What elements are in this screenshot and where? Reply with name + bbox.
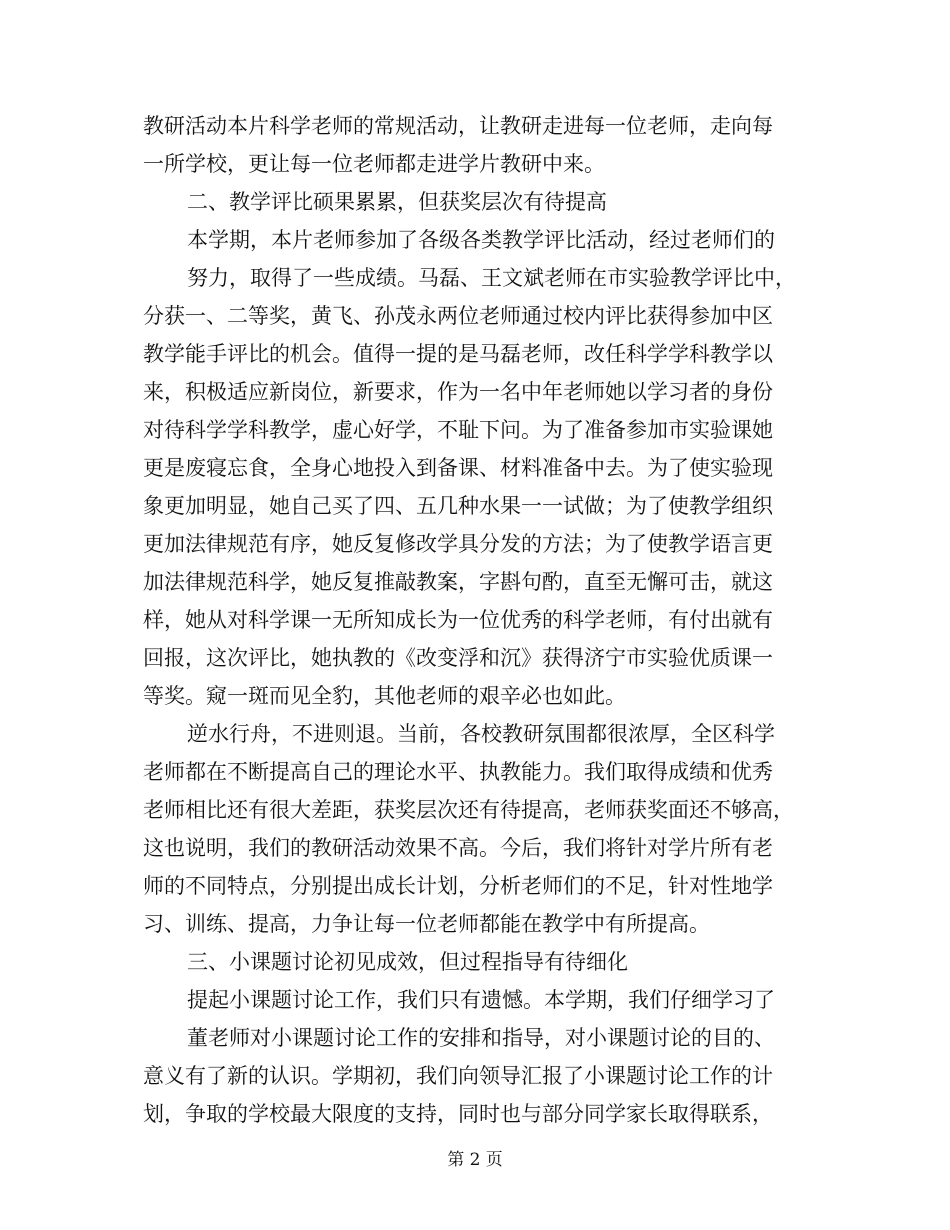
text-line	[0, 1057, 950, 1095]
line-text: 本学期，本片老师参加了各级各类教学评比活动，经过老师们的	[187, 228, 775, 252]
line-text: 一所学校，更让每一位老师都走进学片教研中来。	[143, 152, 605, 176]
text-line	[0, 1019, 950, 1057]
text-line	[0, 259, 950, 297]
line-text: 对待科学学科教学，虚心好学，不耻下问。为了准备参加市实验课她	[143, 418, 773, 442]
line-text: 教研活动本片科学老师的常规活动，让教研走进每一位老师，走向每	[143, 114, 773, 138]
line-text: 董老师对小课题讨论工作的安排和指导，对小课题讨论的目的、	[187, 1026, 775, 1050]
line-text: 样，她从对科学课一无所知成长为一位优秀的科学老师，有付出就有	[143, 608, 773, 632]
text-line	[0, 335, 950, 373]
text-line	[0, 677, 950, 715]
text-line	[0, 905, 950, 943]
text-line	[0, 373, 950, 411]
line-text: 更加法律规范有序，她反复修改学具分发的方法；为了使教学语言更	[143, 532, 773, 556]
line-text: 努力，取得了一些成绩。马磊、王文斌老师在市实验教学评比中，	[187, 266, 796, 290]
section-heading	[0, 183, 950, 221]
line-text: 回报，这次评比，她执教的《改变浮和沉》获得济宁市实验优质课一	[143, 646, 773, 670]
text-line	[0, 829, 950, 867]
line-text: 更是废寝忘食，全身心地投入到备课、材料准备中去。为了使实验现	[143, 456, 773, 480]
text-line	[0, 753, 950, 791]
line-text: 来，积极适应新岗位，新要求，作为一名中年老师她以学习者的身份	[143, 380, 773, 404]
text-line	[0, 525, 950, 563]
text-line	[0, 639, 950, 677]
line-text: 师的不同特点，分别提出成长计划，分析老师们的不足，针对性地学	[143, 874, 773, 898]
section-heading-text: 二、教学评比硕果累累，但获奖层次有待提高	[187, 190, 607, 214]
text-line	[0, 601, 950, 639]
text-line	[0, 145, 950, 183]
section-heading	[0, 943, 950, 981]
text-line	[0, 1095, 950, 1133]
text-line	[0, 487, 950, 525]
line-text: 逆水行舟，不进则退。当前，各校教研氛围都很浓厚，全区科学	[187, 722, 775, 746]
line-text: 这也说明，我们的教研活动效果不高。今后，我们将针对学片所有老	[143, 836, 773, 860]
text-line	[0, 867, 950, 905]
line-text: 老师相比还有很大差距，获奖层次还有待提高，老师获奖面还不够高，	[143, 798, 794, 822]
line-text: 习、训练、提高，力争让每一位老师都能在教学中有所提高。	[143, 912, 710, 936]
text-line	[0, 107, 950, 145]
line-text: 划，争取的学校最大限度的支持，同时也与部分同学家长取得联系，	[143, 1102, 773, 1126]
page-number: 第 2 页	[447, 1150, 503, 1170]
text-line	[0, 981, 950, 1019]
line-text: 加法律规范科学，她反复推敲教案，字斟句酌，直至无懈可击，就这	[143, 570, 773, 594]
line-text: 老师都在不断提高自己的理论水平、执教能力。我们取得成绩和优秀	[143, 760, 773, 784]
section-heading-text: 三、小课题讨论初见成效，但过程指导有待细化	[187, 950, 628, 974]
text-line	[0, 411, 950, 449]
text-line	[0, 715, 950, 753]
text-line	[0, 221, 950, 259]
text-line	[0, 563, 950, 601]
line-text: 意义有了新的认识。学期初，我们向领导汇报了小课题讨论工作的计	[143, 1064, 773, 1088]
line-text: 教学能手评比的机会。值得一提的是马磊老师，改任科学学科教学以	[143, 342, 773, 366]
line-text: 分获一、二等奖，黄飞、孙茂永两位老师通过校内评比获得参加中区	[143, 304, 773, 328]
line-text: 等奖。窥一斑而见全豹，其他老师的艰辛必也如此。	[143, 684, 626, 708]
text-line	[0, 449, 950, 487]
text-line	[0, 297, 950, 335]
line-text: 提起小课题讨论工作，我们只有遗憾。本学期，我们仔细学习了	[187, 988, 775, 1012]
text-line	[0, 791, 950, 829]
line-text: 象更加明显，她自己买了四、五几种水果一一试做；为了使教学组织	[143, 494, 773, 518]
